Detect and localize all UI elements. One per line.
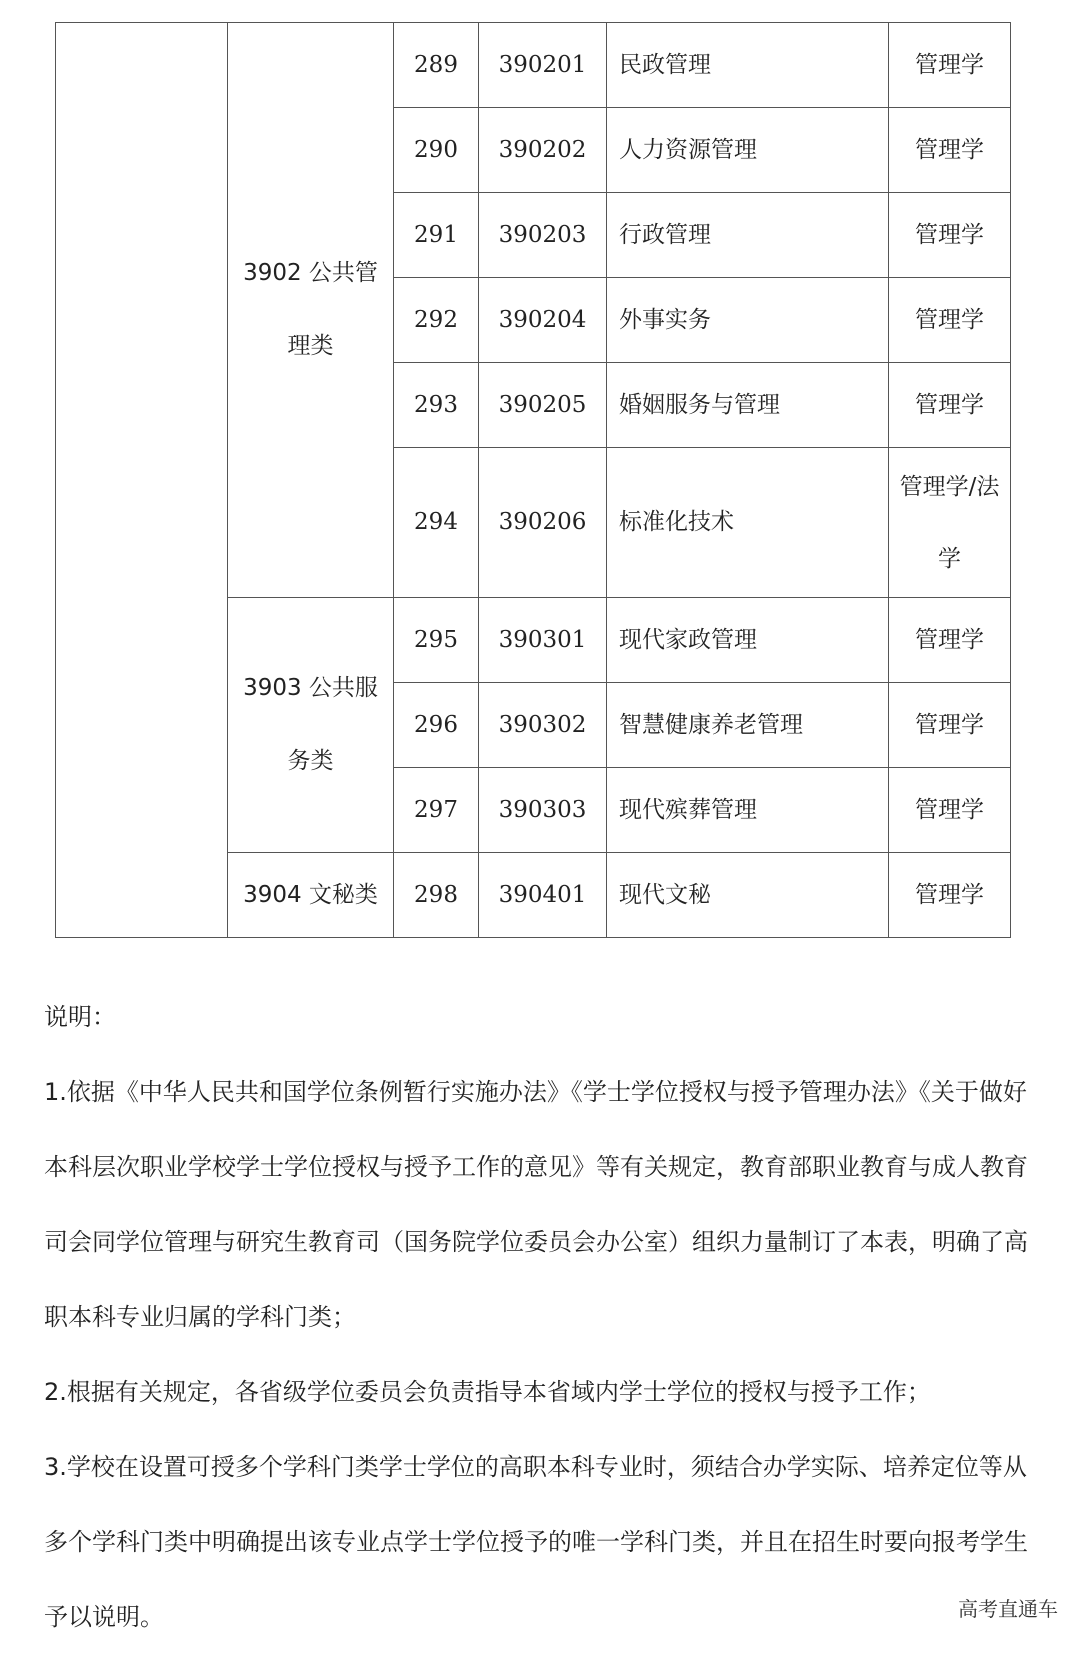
major-name-cell: 现代文秘: [607, 853, 889, 938]
note-item: 2.根据有关规定，各省级学位委员会负责指导本省域内学士学位的授权与授予工作；: [44, 1378, 931, 1406]
major-table-container: [55, 22, 1011, 938]
major-name-cell: 民政管理: [607, 23, 889, 108]
watermark: 高考直通车: [958, 1597, 1058, 1621]
major-name-cell: 行政管理: [607, 193, 889, 278]
major-discipline-table: [55, 22, 1011, 938]
code-cell: 390203: [479, 193, 607, 278]
major-name-cell: 人力资源管理: [607, 108, 889, 193]
code-cell: 390303: [479, 768, 607, 853]
major-name-cell: 智慧健康养老管理: [607, 683, 889, 768]
discipline-cell: 管理学: [889, 598, 1011, 683]
serial-cell: 290: [394, 108, 479, 193]
discipline-cell: 管理学: [889, 768, 1011, 853]
serial-cell: 296: [394, 683, 479, 768]
notes-title: 说明：: [44, 1003, 116, 1031]
serial-cell: 291: [394, 193, 479, 278]
code-cell: 390206: [479, 448, 607, 598]
discipline-cell: 管理学: [889, 278, 1011, 363]
code-cell: 390202: [479, 108, 607, 193]
major-name-cell: 标准化技术: [607, 448, 889, 598]
discipline-cell: 管理学: [889, 23, 1011, 108]
discipline-cell: 管理学: [889, 193, 1011, 278]
serial-cell: 292: [394, 278, 479, 363]
code-cell: 390302: [479, 683, 607, 768]
major-name-cell: 现代家政管理: [607, 598, 889, 683]
note-item: 1.依据《中华人民共和国学位条例暂行实施办法》《学士学位授权与授予管理办法》《关于做好本科层次职业学校学士学位授权与授予工作的意见》等有关规定，教育部职业教育与成人教育司会同学位管理与研究生教育司（国务院学位委员会办公室）组织力量制订了本表，明确了高职本科专业归属的学科门类；: [44, 1078, 1028, 1331]
serial-cell: 294: [394, 448, 479, 598]
serial-cell: 289: [394, 23, 479, 108]
table-row: [56, 23, 1011, 108]
major-name-cell: 现代殡葬管理: [607, 768, 889, 853]
discipline-cell: 管理学: [889, 853, 1011, 938]
major-name-cell: 外事实务: [607, 278, 889, 363]
discipline-cell: 管理学: [889, 108, 1011, 193]
code-cell: 390205: [479, 363, 607, 448]
serial-cell: 295: [394, 598, 479, 683]
code-cell: 390301: [479, 598, 607, 683]
serial-cell: 293: [394, 363, 479, 448]
code-cell: 390204: [479, 278, 607, 363]
serial-cell: 297: [394, 768, 479, 853]
category-cell: 3904 文秘类: [228, 853, 394, 938]
note-item: 3.学校在设置可授多个学科门类学士学位的高职本科专业时，须结合办学实际、培养定位等从多个学科门类中明确提出该专业点学士学位授予的唯一学科门类，并且在招生时要向报考学生予以说明。: [44, 1453, 1028, 1631]
code-cell: 390401: [479, 853, 607, 938]
category-cell: 3903 公共服务类: [228, 598, 394, 853]
discipline-cell: 管理学: [889, 363, 1011, 448]
serial-cell: 298: [394, 853, 479, 938]
notes-section: [44, 980, 1044, 1655]
category-cell: 3902 公共管理类: [228, 23, 394, 598]
major-name-cell: 婚姻服务与管理: [607, 363, 889, 448]
discipline-cell: 管理学/法学: [889, 448, 1011, 598]
empty-left-cell: [56, 23, 228, 938]
discipline-cell: 管理学: [889, 683, 1011, 768]
code-cell: 390201: [479, 23, 607, 108]
